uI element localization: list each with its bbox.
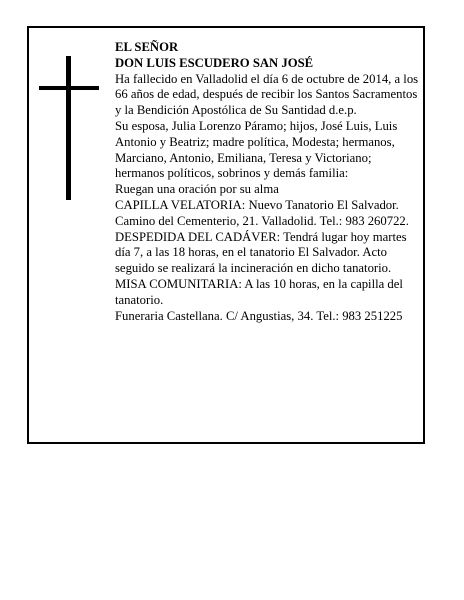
cross-icon [39,56,99,200]
prayer-request: Ruegan una oración por su alma [115,182,279,197]
cross-vertical-bar [66,56,71,200]
deceased-name: DON LUIS ESCUDERO SAN JOSÉ [115,55,314,70]
family-list: Su esposa, Julia Lorenzo Páramo; hijos, José Luis, Luis Antonio y Beatriz; madre política, Modesta; hermanos, Marciano, Antonio, Emiliana, Teresa y Victoriano; hermanos políticos, sobrinos y demás familia: [115,118,398,181]
notice-title-line1: EL SEÑOR [115,40,179,54]
death-announcement: Ha fallecido en Valladolid el día 6 de octubre de 2014, a los 66 años de edad, después de recibir los Santos Sacramentos y la Bendición Apostólica de Su Santidad d.e.p. [115,71,419,118]
farewell-info: DESPEDIDA DEL CADÁVER: Tendrá lugar hoy martes día 7, a las 18 horas, en el tanatorio El Salvador. Acto seguido se realizará la incineración en dicho tanatorio. MISA COMUNITARIA: A las 10 horas, en la capilla del tanatorio. [115,229,407,307]
notice-text [115,40,421,324]
cross-horizontal-bar [39,86,99,90]
funeral-home-info: Funeraria Castellana. C/ Angustias, 34. Tel.: 983 251225 [115,308,403,323]
obituary-notice [27,26,425,444]
wake-chapel-info: CAPILLA VELATORIA: Nuevo Tanatorio El Salvador. Camino del Cementerio, 21. Valladolid. Tel.: 983 260722. [115,197,409,228]
